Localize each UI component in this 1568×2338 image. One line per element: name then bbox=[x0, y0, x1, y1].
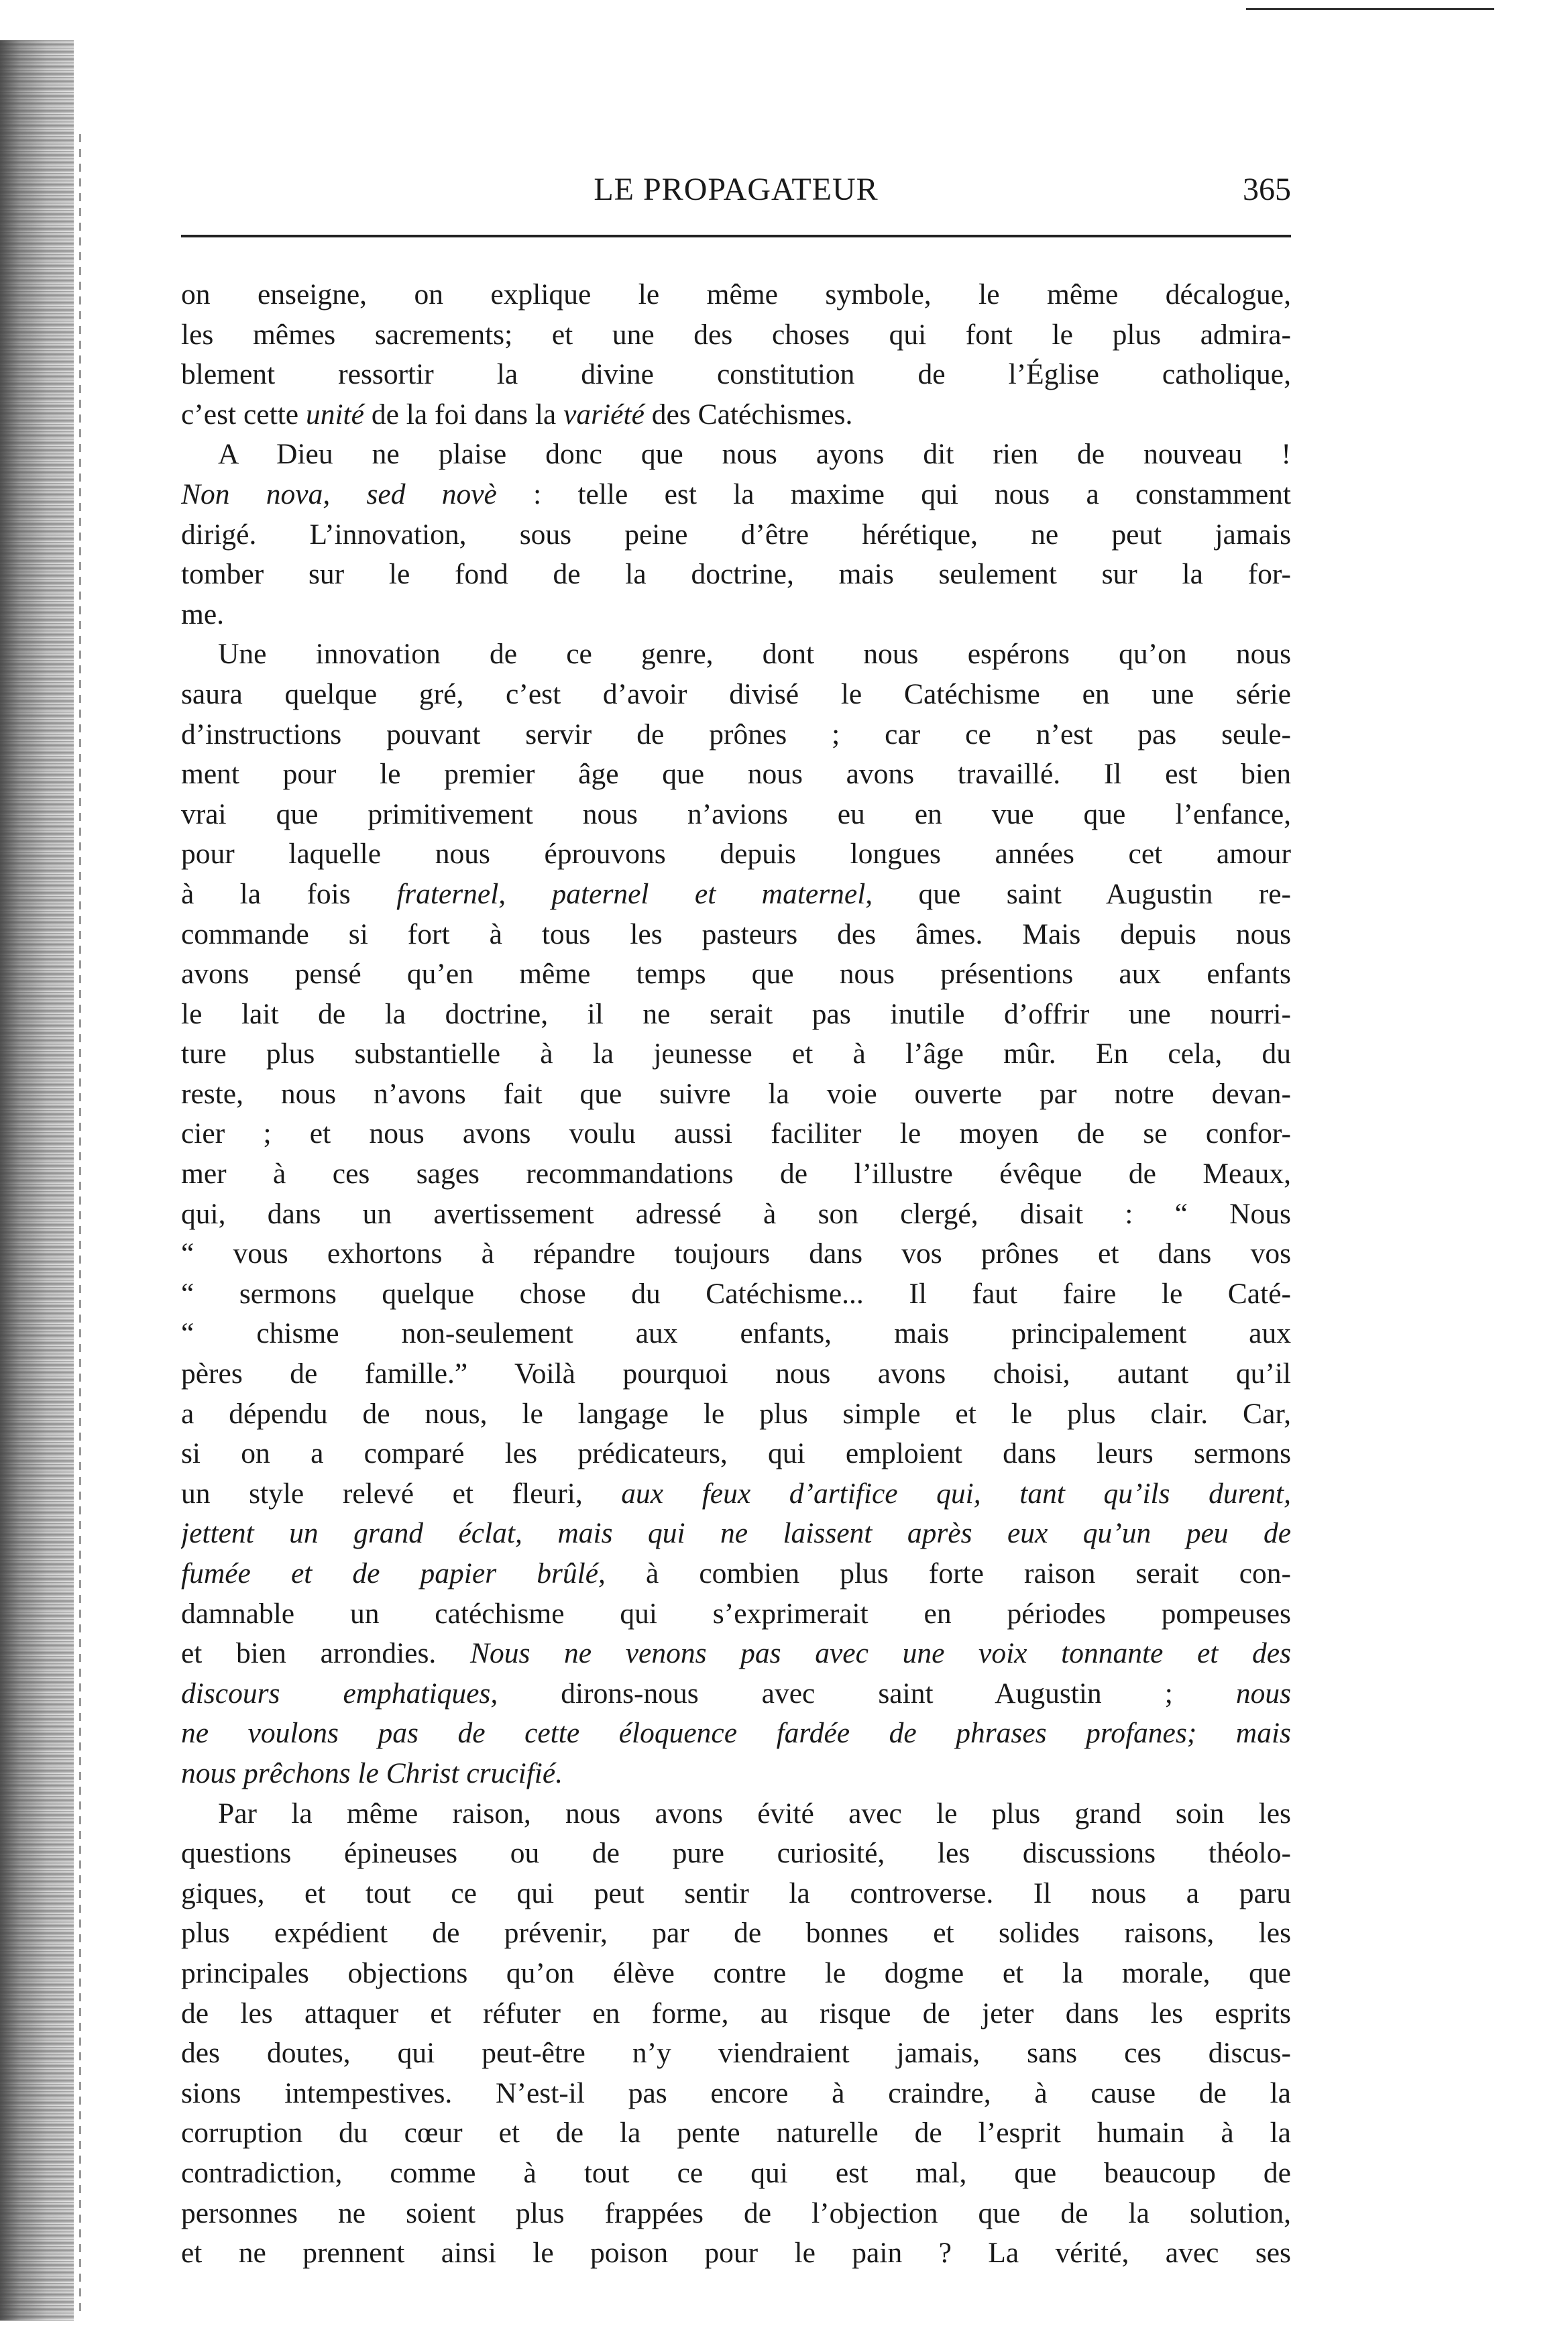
gutter-dotted-edge bbox=[79, 134, 81, 2314]
page-number: 365 bbox=[1243, 172, 1291, 207]
text-segment: dirons-nous avec saint Augustin ; bbox=[498, 1677, 1236, 1710]
text-segment: les mêmes sacrements; et une des choses qui font le plus admira- bbox=[181, 318, 1291, 351]
text-segment: pères de famille.” Voilà pourquoi nous avons choisi, autant qu’il bbox=[181, 1357, 1291, 1390]
text-segment: corruption du cœur et de la pente naturelle de l’esprit humain à la bbox=[181, 2117, 1291, 2150]
text-line bbox=[181, 1234, 1291, 1274]
text-line bbox=[181, 995, 1291, 1035]
text-line bbox=[181, 1674, 1291, 1714]
text-line bbox=[181, 1994, 1291, 2034]
text-line bbox=[181, 1913, 1291, 1954]
italic-text: jettent un grand éclat, mais qui ne laissent après eux qu’un peu de bbox=[181, 1517, 1291, 1550]
text-segment: mer à ces sages recommandations de l’illustre évêque de Meaux, bbox=[181, 1158, 1291, 1190]
text-line bbox=[181, 834, 1291, 875]
italic-text: unité bbox=[305, 398, 364, 431]
italic-text: aux feux d’artifice qui, tant qu’ils durent, bbox=[621, 1477, 1291, 1510]
text-line bbox=[181, 1074, 1291, 1115]
text-line bbox=[181, 1634, 1291, 1674]
text-line bbox=[181, 1834, 1291, 1874]
text-line bbox=[181, 1874, 1291, 1914]
text-line bbox=[181, 2233, 1291, 2274]
book-gutter-shadow bbox=[0, 40, 74, 2321]
text-segment: de la foi dans la bbox=[363, 398, 564, 431]
text-line bbox=[181, 795, 1291, 835]
text-line bbox=[181, 715, 1291, 755]
text-line bbox=[181, 555, 1291, 595]
text-segment: ment pour le premier âge que nous avons travaillé. Il est bien bbox=[181, 758, 1291, 791]
text-line bbox=[181, 1474, 1291, 1514]
text-segment: que saint Augustin re- bbox=[873, 877, 1291, 910]
text-segment: avons pensé qu’en même temps que nous présentions aux enfants bbox=[181, 958, 1291, 991]
running-title: LE PROPAGATEUR bbox=[594, 172, 879, 207]
text-line bbox=[181, 1354, 1291, 1394]
text-line bbox=[181, 1594, 1291, 1634]
text-segment: ture plus substantielle à la jeunesse et à l’âge mûr. En cela, du bbox=[181, 1038, 1291, 1070]
text-line bbox=[181, 1554, 1291, 1594]
text-segment: cier ; et nous avons voulu aussi faciliter le moyen de se confor- bbox=[181, 1117, 1291, 1150]
text-line bbox=[181, 595, 1291, 635]
text-line bbox=[181, 2194, 1291, 2234]
text-line bbox=[181, 1394, 1291, 1435]
text-line bbox=[181, 1194, 1291, 1235]
text-line bbox=[181, 2074, 1291, 2114]
text-segment: si on a comparé les prédicateurs, qui emploient dans leurs sermons bbox=[181, 1437, 1291, 1470]
text-line bbox=[181, 355, 1291, 395]
italic-text: ne voulons pas de cette éloquence fardée de phrases profanes; mais bbox=[181, 1717, 1291, 1750]
italic-text: fraternel, paternel et maternel, bbox=[396, 877, 873, 910]
text-segment: reste, nous n’avons fait que suivre la voie ouverte par notre devan- bbox=[181, 1077, 1291, 1110]
text-line bbox=[181, 1434, 1291, 1474]
text-line bbox=[181, 634, 1291, 675]
text-line bbox=[181, 2154, 1291, 2194]
text-segment: dirigé. L’innovation, sous peine d’être hérétique, ne peut jamais bbox=[181, 518, 1291, 551]
text-segment: me. bbox=[181, 598, 225, 630]
text-segment: “ vous exhortons à répandre toujours dans vos prônes et dans vos bbox=[181, 1237, 1291, 1270]
text-line bbox=[181, 2034, 1291, 2074]
italic-text: nous prêchons le Christ crucifié. bbox=[181, 1757, 563, 1789]
text-segment: c’est cette bbox=[181, 398, 306, 431]
text-line bbox=[181, 954, 1291, 995]
italic-text: Non nova, sed novè bbox=[181, 478, 497, 510]
text-segment: contradiction, comme à tout ce qui est mal, que beaucoup de bbox=[181, 2156, 1291, 2189]
top-edge-rule bbox=[1246, 8, 1494, 10]
header-rule bbox=[181, 235, 1291, 237]
text-segment: commande si fort à tous les pasteurs des âmes. Mais depuis nous bbox=[181, 917, 1291, 950]
text-segment: de les attaquer et réfuter en forme, au risque de jeter dans les esprits bbox=[181, 1997, 1291, 2029]
text-segment: Une innovation de ce genre, dont nous espérons qu’on nous bbox=[218, 638, 1291, 671]
text-line bbox=[181, 1274, 1291, 1315]
page-header bbox=[181, 171, 1291, 218]
text-segment: giques, et tout ce qui peut sentir la controverse. Il nous a paru bbox=[181, 1877, 1291, 1909]
text-segment: le lait de la doctrine, il ne serait pas inutile d’offrir une nourri- bbox=[181, 997, 1291, 1030]
italic-text: discours emphatiques, bbox=[181, 1677, 498, 1710]
text-segment: et ne prennent ainsi le poison pour le pain ? La vérité, avec ses bbox=[181, 2237, 1291, 2270]
text-segment: principales objections qu’on élève contre le dogme et la morale, que bbox=[181, 1956, 1291, 1989]
text-line bbox=[181, 915, 1291, 955]
text-segment: qui, dans un avertissement adressé à son clergé, disait : “ Nous bbox=[181, 1197, 1291, 1230]
text-segment: : telle est la maxime qui nous a constamment bbox=[496, 478, 1291, 510]
text-line bbox=[181, 875, 1291, 915]
text-segment: on enseigne, on explique le même symbole, le même décalogue, bbox=[181, 278, 1291, 311]
text-segment: questions épineuses ou de pure curiosité, les discussions théolo- bbox=[181, 1837, 1291, 1870]
text-segment: à combien plus forte raison serait con- bbox=[605, 1557, 1291, 1590]
text-line bbox=[181, 1754, 1291, 1794]
text-segment: Par la même raison, nous avons évité avec le plus grand soin les bbox=[218, 1797, 1291, 1830]
text-line bbox=[181, 1954, 1291, 1994]
text-line bbox=[181, 475, 1291, 515]
text-segment: personnes ne soient plus frappées de l’objection que de la solution, bbox=[181, 2196, 1291, 2229]
text-segment: pour laquelle nous éprouvons depuis longues années cet amour bbox=[181, 838, 1291, 871]
text-segment: blement ressortir la divine constitution de l’Église catholique, bbox=[181, 358, 1291, 391]
body-text bbox=[181, 275, 1291, 2274]
text-line bbox=[181, 1794, 1291, 1834]
text-line bbox=[181, 395, 1291, 435]
italic-text: Nous ne venons pas avec une voix tonnante et des bbox=[469, 1637, 1291, 1670]
text-line bbox=[181, 2113, 1291, 2154]
italic-text: fumée et de papier brûlé, bbox=[181, 1557, 606, 1590]
text-segment: plus expédient de prévenir, par de bonnes et solides raisons, les bbox=[181, 1917, 1291, 1950]
text-segment: damnable un catéchisme qui s’exprimerait en périodes pompeuses bbox=[181, 1597, 1291, 1630]
text-segment: et bien arrondies. bbox=[181, 1637, 470, 1670]
text-line bbox=[181, 1034, 1291, 1074]
text-line bbox=[181, 1314, 1291, 1354]
text-segment: des Catéchismes. bbox=[644, 398, 853, 431]
text-line bbox=[181, 675, 1291, 715]
text-segment: sions intempestives. N’est-il pas encore à craindre, à cause de la bbox=[181, 2076, 1291, 2109]
text-line bbox=[181, 1514, 1291, 1554]
text-line bbox=[181, 435, 1291, 475]
text-segment: tomber sur le fond de la doctrine, mais seulement sur la for- bbox=[181, 558, 1291, 591]
text-segment: des doutes, qui peut-être n’y viendraient jamais, sans ces discus- bbox=[181, 2037, 1291, 2070]
text-line bbox=[181, 315, 1291, 355]
text-line bbox=[181, 275, 1291, 315]
text-line bbox=[181, 1154, 1291, 1194]
text-segment: d’instructions pouvant servir de prônes ; car ce n’est pas seule- bbox=[181, 718, 1291, 750]
italic-text: variété bbox=[563, 398, 645, 431]
text-line bbox=[181, 755, 1291, 795]
text-segment: A Dieu ne plaise donc que nous ayons dit rien de nouveau ! bbox=[218, 438, 1291, 471]
text-segment: a dépendu de nous, le langage le plus simple et le plus clair. Car, bbox=[181, 1397, 1291, 1430]
text-segment: “ sermons quelque chose du Catéchisme... Il faut faire le Caté- bbox=[181, 1277, 1291, 1310]
text-line bbox=[181, 515, 1291, 555]
text-segment: “ chisme non-seulement aux enfants, mais principalement aux bbox=[181, 1317, 1291, 1350]
text-line bbox=[181, 1714, 1291, 1754]
text-segment: vrai que primitivement nous n’avions eu en vue que l’enfance, bbox=[181, 797, 1291, 830]
text-line bbox=[181, 1114, 1291, 1154]
italic-text: nous bbox=[1235, 1677, 1291, 1710]
text-segment: saura quelque gré, c’est d’avoir divisé le Catéchisme en une série bbox=[181, 677, 1291, 710]
text-segment: un style relevé et fleuri, bbox=[181, 1477, 622, 1510]
text-segment: à la fois bbox=[181, 877, 397, 910]
